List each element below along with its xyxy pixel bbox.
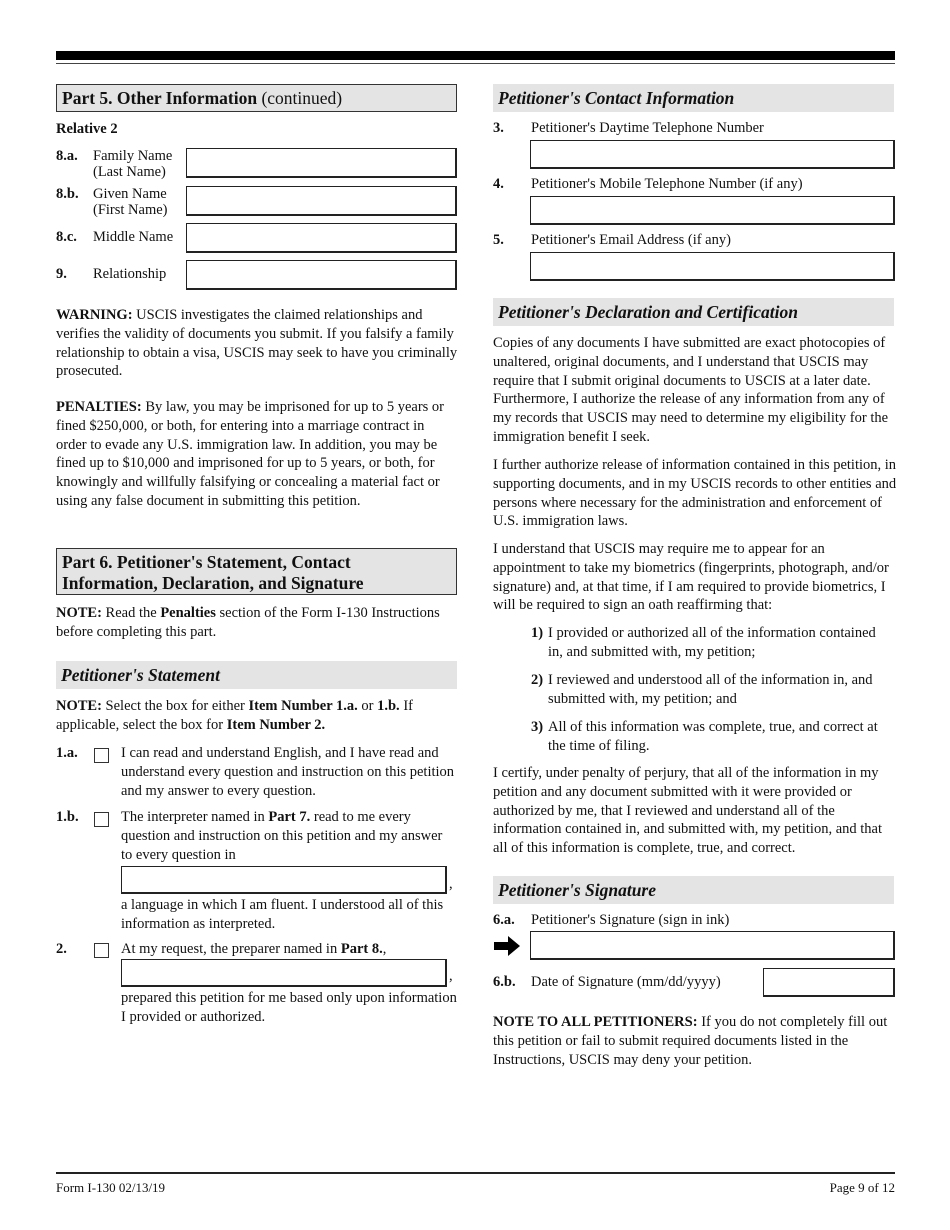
item-text-2 (121, 940, 451, 959)
note-text: Select the box for either (101, 698, 249, 714)
form-id: Form I-130 02/13/19 (56, 1180, 166, 1195)
warning-text: USCIS investigates the claimed relationships and verifies the validity of documents you submit. If you falsify a family relationship to obtain a visa, USCIS may seek to have you criminally prosecuted. (56, 307, 458, 380)
label-line: Given Name (93, 186, 167, 202)
header-rule-thin (56, 63, 895, 64)
field-label-8c: Middle Name (93, 229, 174, 245)
contact-label-5: Petitioner's Email Address (if any) (531, 232, 731, 248)
part6-title-line2: Information, Declaration, and Signature (62, 573, 364, 593)
field-num-8a: 8.a. (56, 148, 78, 164)
oath-text: I reviewed and understood all of the information in, and submitted with, my petition; and (548, 672, 873, 707)
contact-num-5: 5. (493, 232, 504, 248)
comma: , (449, 968, 453, 984)
declaration-paragraph-3: I understand that USCIS may require me to appear for an appointment to take my biometrics (fingerprints, photograph, and/or signature) and, at that time, if I am required to provide biometrics, I will be required to sign an oath reaffirming that: (493, 541, 889, 614)
relative-heading: Relative 2 (56, 121, 118, 137)
field-num-9: 9. (56, 266, 67, 282)
item-num-1b: 1.b. (56, 809, 79, 825)
penalties-label: PENALTIES: (56, 399, 142, 415)
part6-header (56, 548, 457, 595)
oath-item-1 (531, 624, 891, 662)
note-label: NOTE TO ALL PETITIONERS: (493, 1014, 698, 1030)
field-label-8b (93, 186, 168, 218)
oath-num: 2) (531, 672, 544, 688)
note-bold: 1.b. (377, 698, 400, 714)
field-num-8b: 8.b. (56, 186, 79, 202)
item-text-1a: I can read and understand English, and I have read and understand every question and instruction on this petition and my answer to every question. (121, 745, 455, 799)
oath-text: All of this information was complete, true, and correct at the time of filing. (548, 719, 878, 754)
given-name-field[interactable] (186, 186, 457, 216)
family-name-field[interactable] (186, 148, 457, 178)
date-num-6b: 6.b. (493, 974, 516, 990)
note-bold: Penalties (160, 605, 216, 621)
note-bold: Item Number 2. (226, 716, 326, 733)
warning-paragraph (56, 306, 458, 381)
relationship-field[interactable] (186, 260, 457, 290)
item-text: At my request, the preparer named in (121, 941, 341, 957)
note-text: If applicable, select the box for (56, 698, 413, 733)
oath-num: 3) (531, 719, 544, 735)
note-text: Read the (101, 605, 161, 621)
label-line: (Last Name) (93, 164, 166, 180)
contact-label-3: Petitioner's Daytime Telephone Number (531, 120, 764, 136)
contact-heading: Petitioner's Contact Information (493, 84, 894, 112)
page-number: Page 9 of 12 (829, 1180, 895, 1195)
penalties-text: By law, you may be imprisoned for up to 5 years or fined $250,000, or both, for entering into a marriage contract in order to evade any U.S. immigration law. In addition, you may be fined up to $10,000 and imprisoned for up to 5 years, or both, for knowingly and willfully falsifying or concealing a material fact or using any false document in submitting this petition. (56, 399, 444, 509)
note-to-petitioners (493, 1013, 897, 1069)
daytime-phone-field[interactable] (530, 140, 895, 169)
field-num-8c: 8.c. (56, 229, 77, 245)
mobile-phone-field[interactable] (530, 196, 895, 225)
penalties-paragraph (56, 398, 458, 511)
signature-field[interactable] (530, 931, 895, 960)
header-rule-thick (56, 51, 895, 60)
item-num-1a: 1.a. (56, 745, 78, 761)
item-after-2: prepared this petition for me based only upon information I provided or authorized. (121, 990, 457, 1025)
oath-text: I provided or authorized all of the information contained in, and submitted with, my petition; (548, 625, 876, 660)
item-bold: Part 7. (268, 809, 311, 825)
note-penalties (56, 604, 458, 642)
item-text: , (382, 941, 387, 957)
contact-num-4: 4. (493, 176, 504, 192)
checkbox-1a[interactable] (94, 748, 109, 763)
preparer-name-field[interactable] (121, 959, 447, 987)
note-text: or (357, 698, 378, 714)
field-label-9: Relationship (93, 266, 167, 282)
arrow-right-icon (494, 936, 520, 961)
field-label-8a (93, 148, 172, 180)
middle-name-field[interactable] (186, 223, 457, 253)
footer-rule (56, 1172, 895, 1174)
statement-heading: Petitioner's Statement (56, 661, 457, 689)
label-line: Family Name (93, 148, 173, 164)
declaration-paragraph-1: Copies of any documents I have submitted are exact photocopies of unaltered, original documents, and I understand that USCIS may require that I submit original documents to USCIS at a later date. Furthermore, I authorize the release of any information from any of my records that USCIS may need to determine my eligibility for the immigration benefit I seek. (493, 335, 889, 445)
note-select (56, 697, 458, 735)
item-bold: Part 8. (340, 941, 383, 957)
declaration-paragraph-2: I further authorize release of information contained in this petition, in supporting documents, and in my USCIS records to other entities and persons where necessary for the administration and enforcement of U.S. immigration laws. (493, 457, 897, 530)
note-text: If you do not completely fill out this petition or fail to submit required documents listed in the Instructions, USCIS may deny your petition. (493, 1014, 888, 1068)
item-text-1b (121, 808, 451, 864)
part5-header (56, 84, 457, 112)
part6-title-line1: Part 6. Petitioner's Statement, Contact (62, 552, 351, 572)
label-line: (First Name) (93, 202, 168, 218)
email-field[interactable] (530, 252, 895, 281)
interpreter-language-field[interactable] (121, 866, 447, 894)
signature-heading: Petitioner's Signature (493, 876, 894, 904)
comma: , (449, 876, 453, 892)
note-bold: Item Number 1.a. (248, 698, 358, 714)
item-text: The interpreter named in (121, 809, 269, 825)
part5-continued: (continued) (257, 88, 343, 108)
item-after-1b: a language in which I am fluent. I understood all of this information as interpreted. (121, 897, 444, 932)
note-label: NOTE: (56, 605, 102, 621)
warning-label: WARNING: (56, 307, 133, 323)
part5-title: Part 5. Other Information (62, 88, 258, 108)
checkbox-2[interactable] (94, 943, 109, 958)
oath-num: 1) (531, 625, 544, 641)
oath-item-2 (531, 671, 891, 709)
sig-num-6a: 6.a. (493, 912, 515, 928)
certification-paragraph: I certify, under penalty of perjury, that all of the information in my petition and any document submitted with it were provided or authorized by me, that I reviewed and understand all of the information contained in, and submitted with, my petition, and that all of this information is complete, true, and correct. (493, 765, 883, 857)
contact-num-3: 3. (493, 120, 504, 136)
sig-label: Petitioner's Signature (sign in ink) (531, 912, 730, 928)
declaration-heading: Petitioner's Declaration and Certification (493, 298, 894, 326)
contact-label-4: Petitioner's Mobile Telephone Number (if any) (531, 176, 803, 192)
checkbox-1b[interactable] (94, 812, 109, 827)
note-text: section of the Form I-130 Instructions before completing this part. (56, 605, 440, 640)
signature-date-field[interactable] (763, 968, 895, 997)
item-num-2: 2. (56, 941, 67, 957)
item-text: read to me every question and instruction on this petition and my answer to every question in (121, 809, 443, 863)
date-label: Date of Signature (mm/dd/yyyy) (531, 974, 721, 990)
note-label: NOTE: (56, 698, 102, 714)
oath-item-3 (531, 718, 893, 756)
